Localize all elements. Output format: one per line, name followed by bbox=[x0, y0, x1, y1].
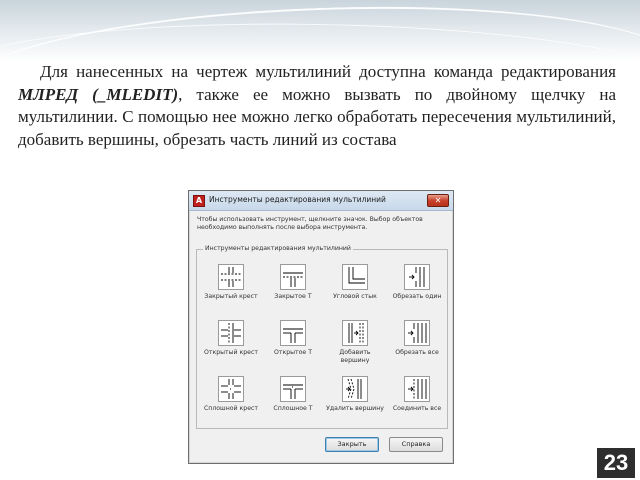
open-cross-icon[interactable] bbox=[218, 320, 244, 346]
tool-label: Угловой стык bbox=[333, 293, 377, 300]
tool-label: Сплошной крест bbox=[203, 405, 259, 412]
tool-merged-cross[interactable] bbox=[202, 376, 260, 428]
merged-cross-icon[interactable] bbox=[218, 376, 244, 402]
corner-joint-icon[interactable] bbox=[342, 264, 368, 290]
tool-cut-all[interactable] bbox=[388, 320, 446, 372]
tool-cut-single[interactable] bbox=[388, 264, 446, 316]
dialog-instructions: Чтобы использовать инструмент, щелкните значок. Выбор объектов необходимо выполнять после выбора инструмента. bbox=[197, 216, 423, 231]
tool-closed-tee[interactable] bbox=[264, 264, 322, 316]
tool-label: Открытый крест bbox=[204, 349, 258, 356]
page-number-badge: 23 bbox=[597, 448, 635, 478]
cut-single-icon[interactable] bbox=[404, 264, 430, 290]
tool-label: Сплошное Т bbox=[273, 405, 313, 412]
body-text-end: , также ее можно вызвать по двойному щелчку на мультилинии. С помощью нее можно легко обработать пересечения мультилиний, добавить вершины, обрезать часть линий из состава bbox=[18, 84, 616, 149]
tool-label: Обрезать один bbox=[392, 293, 442, 300]
cut-all-icon[interactable] bbox=[404, 320, 430, 346]
mledit-dialog bbox=[188, 190, 454, 464]
open-tee-icon[interactable] bbox=[280, 320, 306, 346]
tool-weld-all[interactable] bbox=[388, 376, 446, 428]
tool-label: Закрытое Т bbox=[274, 293, 312, 300]
add-vertex-icon[interactable] bbox=[342, 320, 368, 346]
tool-merged-tee[interactable] bbox=[264, 376, 322, 428]
autocad-app-icon: A bbox=[193, 195, 205, 207]
tool-delete-vertex[interactable] bbox=[326, 376, 384, 428]
command-name: МЛРЕД (_MLEDIT) bbox=[18, 84, 179, 104]
tool-open-tee[interactable] bbox=[264, 320, 322, 372]
dialog-close-button[interactable]: ✕ bbox=[427, 194, 449, 207]
tool-closed-cross[interactable] bbox=[202, 264, 260, 316]
dialog-titlebar bbox=[189, 191, 453, 211]
dialog-title: Инструменты редактирования мультилиний bbox=[209, 195, 386, 204]
tool-label: Соединить все bbox=[392, 405, 442, 412]
slide-body-text bbox=[18, 61, 616, 151]
tools-group bbox=[196, 245, 448, 429]
tools-group-label: Инструменты редактирования мультилиний bbox=[205, 245, 351, 252]
tool-corner-joint[interactable] bbox=[326, 264, 384, 316]
closed-tee-icon[interactable] bbox=[280, 264, 306, 290]
tool-label: Открытое Т bbox=[274, 349, 312, 356]
tool-open-cross[interactable] bbox=[202, 320, 260, 372]
tool-label: Добавить вершину bbox=[339, 349, 371, 364]
merged-tee-icon[interactable] bbox=[280, 376, 306, 402]
tool-add-vertex[interactable] bbox=[326, 320, 384, 372]
close-button[interactable]: Закрыть bbox=[325, 437, 379, 452]
help-button[interactable]: Справка bbox=[389, 437, 443, 452]
weld-all-icon[interactable] bbox=[404, 376, 430, 402]
tool-label: Закрытый крест bbox=[204, 293, 258, 300]
slide-header-decoration bbox=[0, 0, 640, 62]
delete-vertex-icon[interactable] bbox=[342, 376, 368, 402]
body-text-start: Для нанесенных на чертеж мультилиний доступна команда редактирования bbox=[40, 62, 616, 81]
tool-label: Удалить вершину bbox=[326, 405, 384, 412]
closed-cross-icon[interactable] bbox=[218, 264, 244, 290]
tool-label: Обрезать все bbox=[395, 349, 439, 356]
